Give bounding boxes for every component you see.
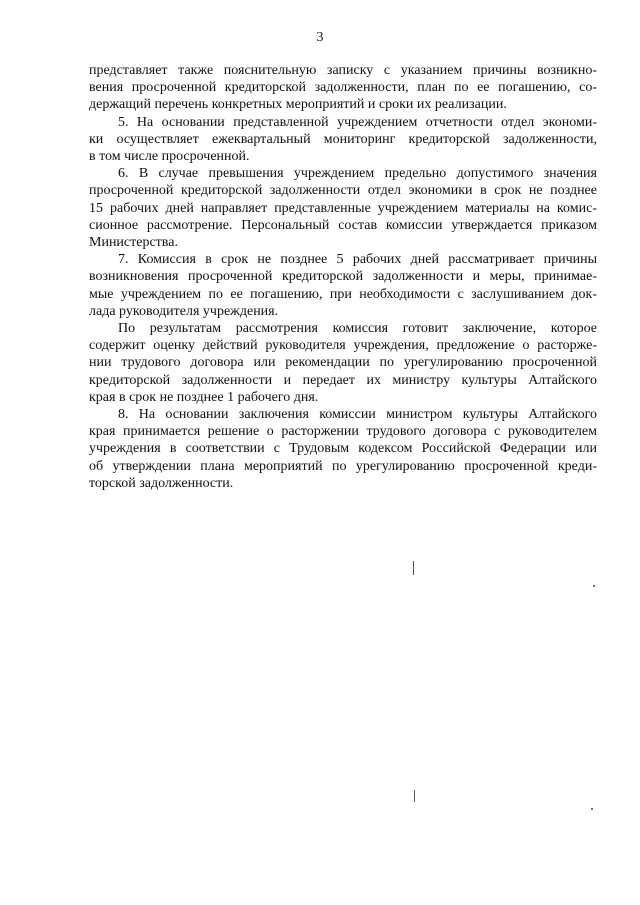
- scan-artifact: [413, 561, 414, 575]
- text-line: кредиторской задолженности и передает их министру культуры Алтайского: [89, 372, 597, 388]
- paragraph-commission-conclusion: [89, 320, 597, 406]
- paragraph-item-6: [89, 165, 597, 251]
- text-line: 7. Комиссия в срок не позднее 5 рабочих дней рассматривает причины: [118, 252, 597, 268]
- text-line: края принимается решение о расторжении трудового договора с руководителем: [89, 424, 597, 440]
- document-body: [89, 62, 597, 492]
- text-line: 8. На основании заключения комиссии министром культуры Алтайского: [118, 407, 597, 423]
- paragraph-item-7: [89, 251, 597, 320]
- text-line: мые учреждением по ее погашению, при необходимости с заслушиванием док-: [89, 286, 597, 302]
- paragraph-item-5: [89, 114, 597, 166]
- paragraph-item-8: [89, 406, 597, 492]
- text-line: представляет также пояснительную записку с указанием причины возникно-: [89, 63, 597, 78]
- text-line: сионное рассмотрение. Персональный состав комиссии утверждается приказом: [89, 217, 597, 233]
- text-line: об утверждении плана мероприятий по урегулированию просроченной креди-: [89, 458, 597, 474]
- paragraph-continuation: [89, 62, 597, 114]
- text-line: края в срок не позднее 1 рабочего дня.: [89, 389, 319, 405]
- scan-artifact: [591, 808, 593, 810]
- text-line: лада руководителя учреждения.: [89, 303, 279, 319]
- text-line: нии трудового договора или рекомендации по урегулированию просроченной: [89, 355, 597, 371]
- text-line: По результатам рассмотрения комиссия готовит заключение, которое: [118, 321, 597, 337]
- text-line: держащий перечень конкретных мероприятий и сроки их реализации.: [89, 97, 507, 113]
- scan-artifact: [593, 585, 595, 587]
- text-line: просроченной кредиторской задолженности отдел экономики в срок не позднее: [89, 183, 597, 199]
- text-line: вения просроченной кредиторской задолженности, план по ее погашению, со-: [89, 80, 597, 96]
- text-line: торской задолженности.: [89, 475, 234, 491]
- text-line: 15 рабочих дней направляет представленные учреждением материалы на комис-: [89, 200, 597, 216]
- text-line: ки осуществляет ежеквартальный мониторинг кредиторской задолженности,: [89, 131, 597, 147]
- text-line: Министерства.: [89, 235, 178, 251]
- page-number: 3: [316, 30, 324, 45]
- text-line: 5. На основании представленной учреждением отчетности отдел экономи-: [118, 114, 597, 130]
- text-line: 6. В случае превышения учреждением предельно допустимого значения: [118, 166, 597, 182]
- text-line: в том числе просроченной.: [89, 149, 250, 165]
- text-line: учреждения в соответствии с Трудовым кодексом Российской Федерации или: [89, 441, 597, 457]
- scan-artifact: [414, 790, 415, 802]
- text-line: содержит оценку действий руководителя учреждения, предложение о расторже-: [89, 338, 597, 354]
- text-line: возникновения просроченной кредиторской задолженности и меры, принимае-: [89, 269, 597, 285]
